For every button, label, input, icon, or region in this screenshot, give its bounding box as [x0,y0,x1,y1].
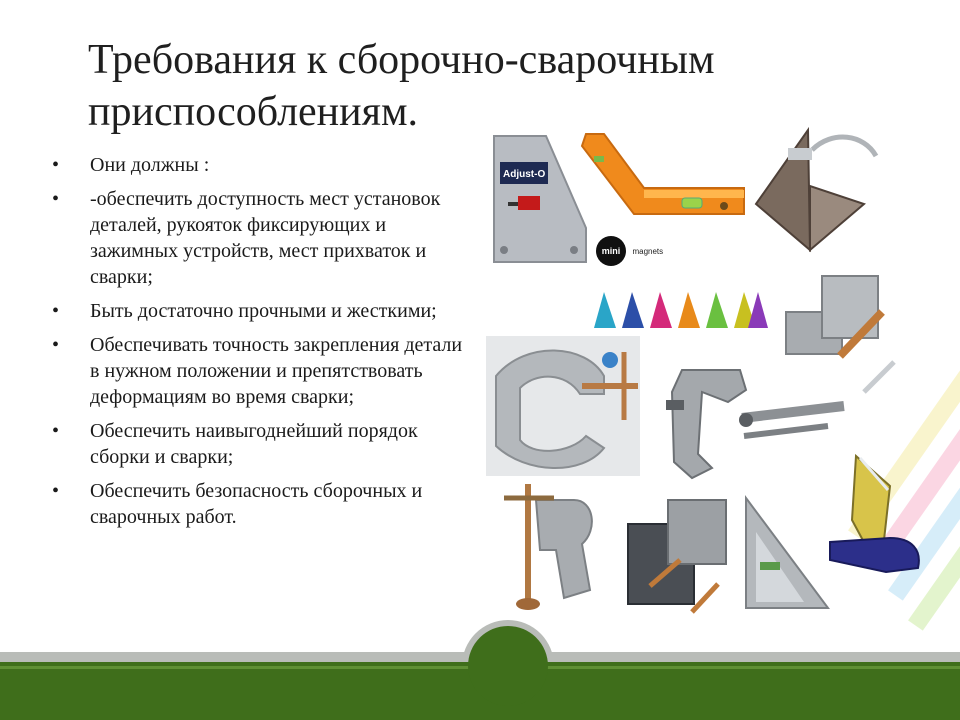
list-item [52,478,472,530]
list-item-text: -обеспечить доступность мест установок деталей, рукояток фиксирующих и зажимных устройств, мест прихваток и сварки; [90,188,441,288]
brand-logo-mark: mini [596,236,626,266]
list-item-text: Быть достаточно прочными и жесткими; [90,300,437,322]
brand-logo [596,236,663,266]
triangle-magnet-with-arm-photo [752,126,882,256]
list-item [52,298,472,324]
bullet-icon: • [52,334,60,356]
list-item-text: Обеспечить наивыгоднейший порядок сборки и сварки; [90,420,418,468]
brand-logo-text: magnets [632,246,664,256]
list-item [52,418,472,470]
mini-magnets-row-photo [592,288,770,330]
angle-vise-photo [620,494,732,618]
list-item [52,152,472,178]
bullet-icon: • [52,420,60,442]
bullet-icon: • [52,154,60,176]
bullet-icon: • [52,188,60,210]
list-item-text: Они должны : [90,154,210,176]
swing-clamp-photo [826,450,926,578]
footer-arch [468,626,548,706]
slide-title: Требования к сборочно-сварочным приспособлениям. [88,37,715,135]
bullet-icon: • [52,300,60,322]
list-item [52,332,472,410]
c-clamp-photo [486,336,640,476]
triangle-holder-photo [740,492,832,614]
bullet-icon: • [52,480,60,502]
locking-pliers-photo [652,362,848,494]
requirements-list [52,152,472,538]
list-item-text: Обеспечивать точность закрепления детали в нужном положении и препятствовать деформациям во время сварки; [90,334,463,408]
list-item [52,186,472,290]
magnet-label: Adjust-O [503,169,546,180]
spirit-level-photo [574,128,750,238]
list-item-text: Обеспечить безопасность сборочных и сварочных работ. [90,480,423,528]
screw-clamp-photo [494,480,602,616]
